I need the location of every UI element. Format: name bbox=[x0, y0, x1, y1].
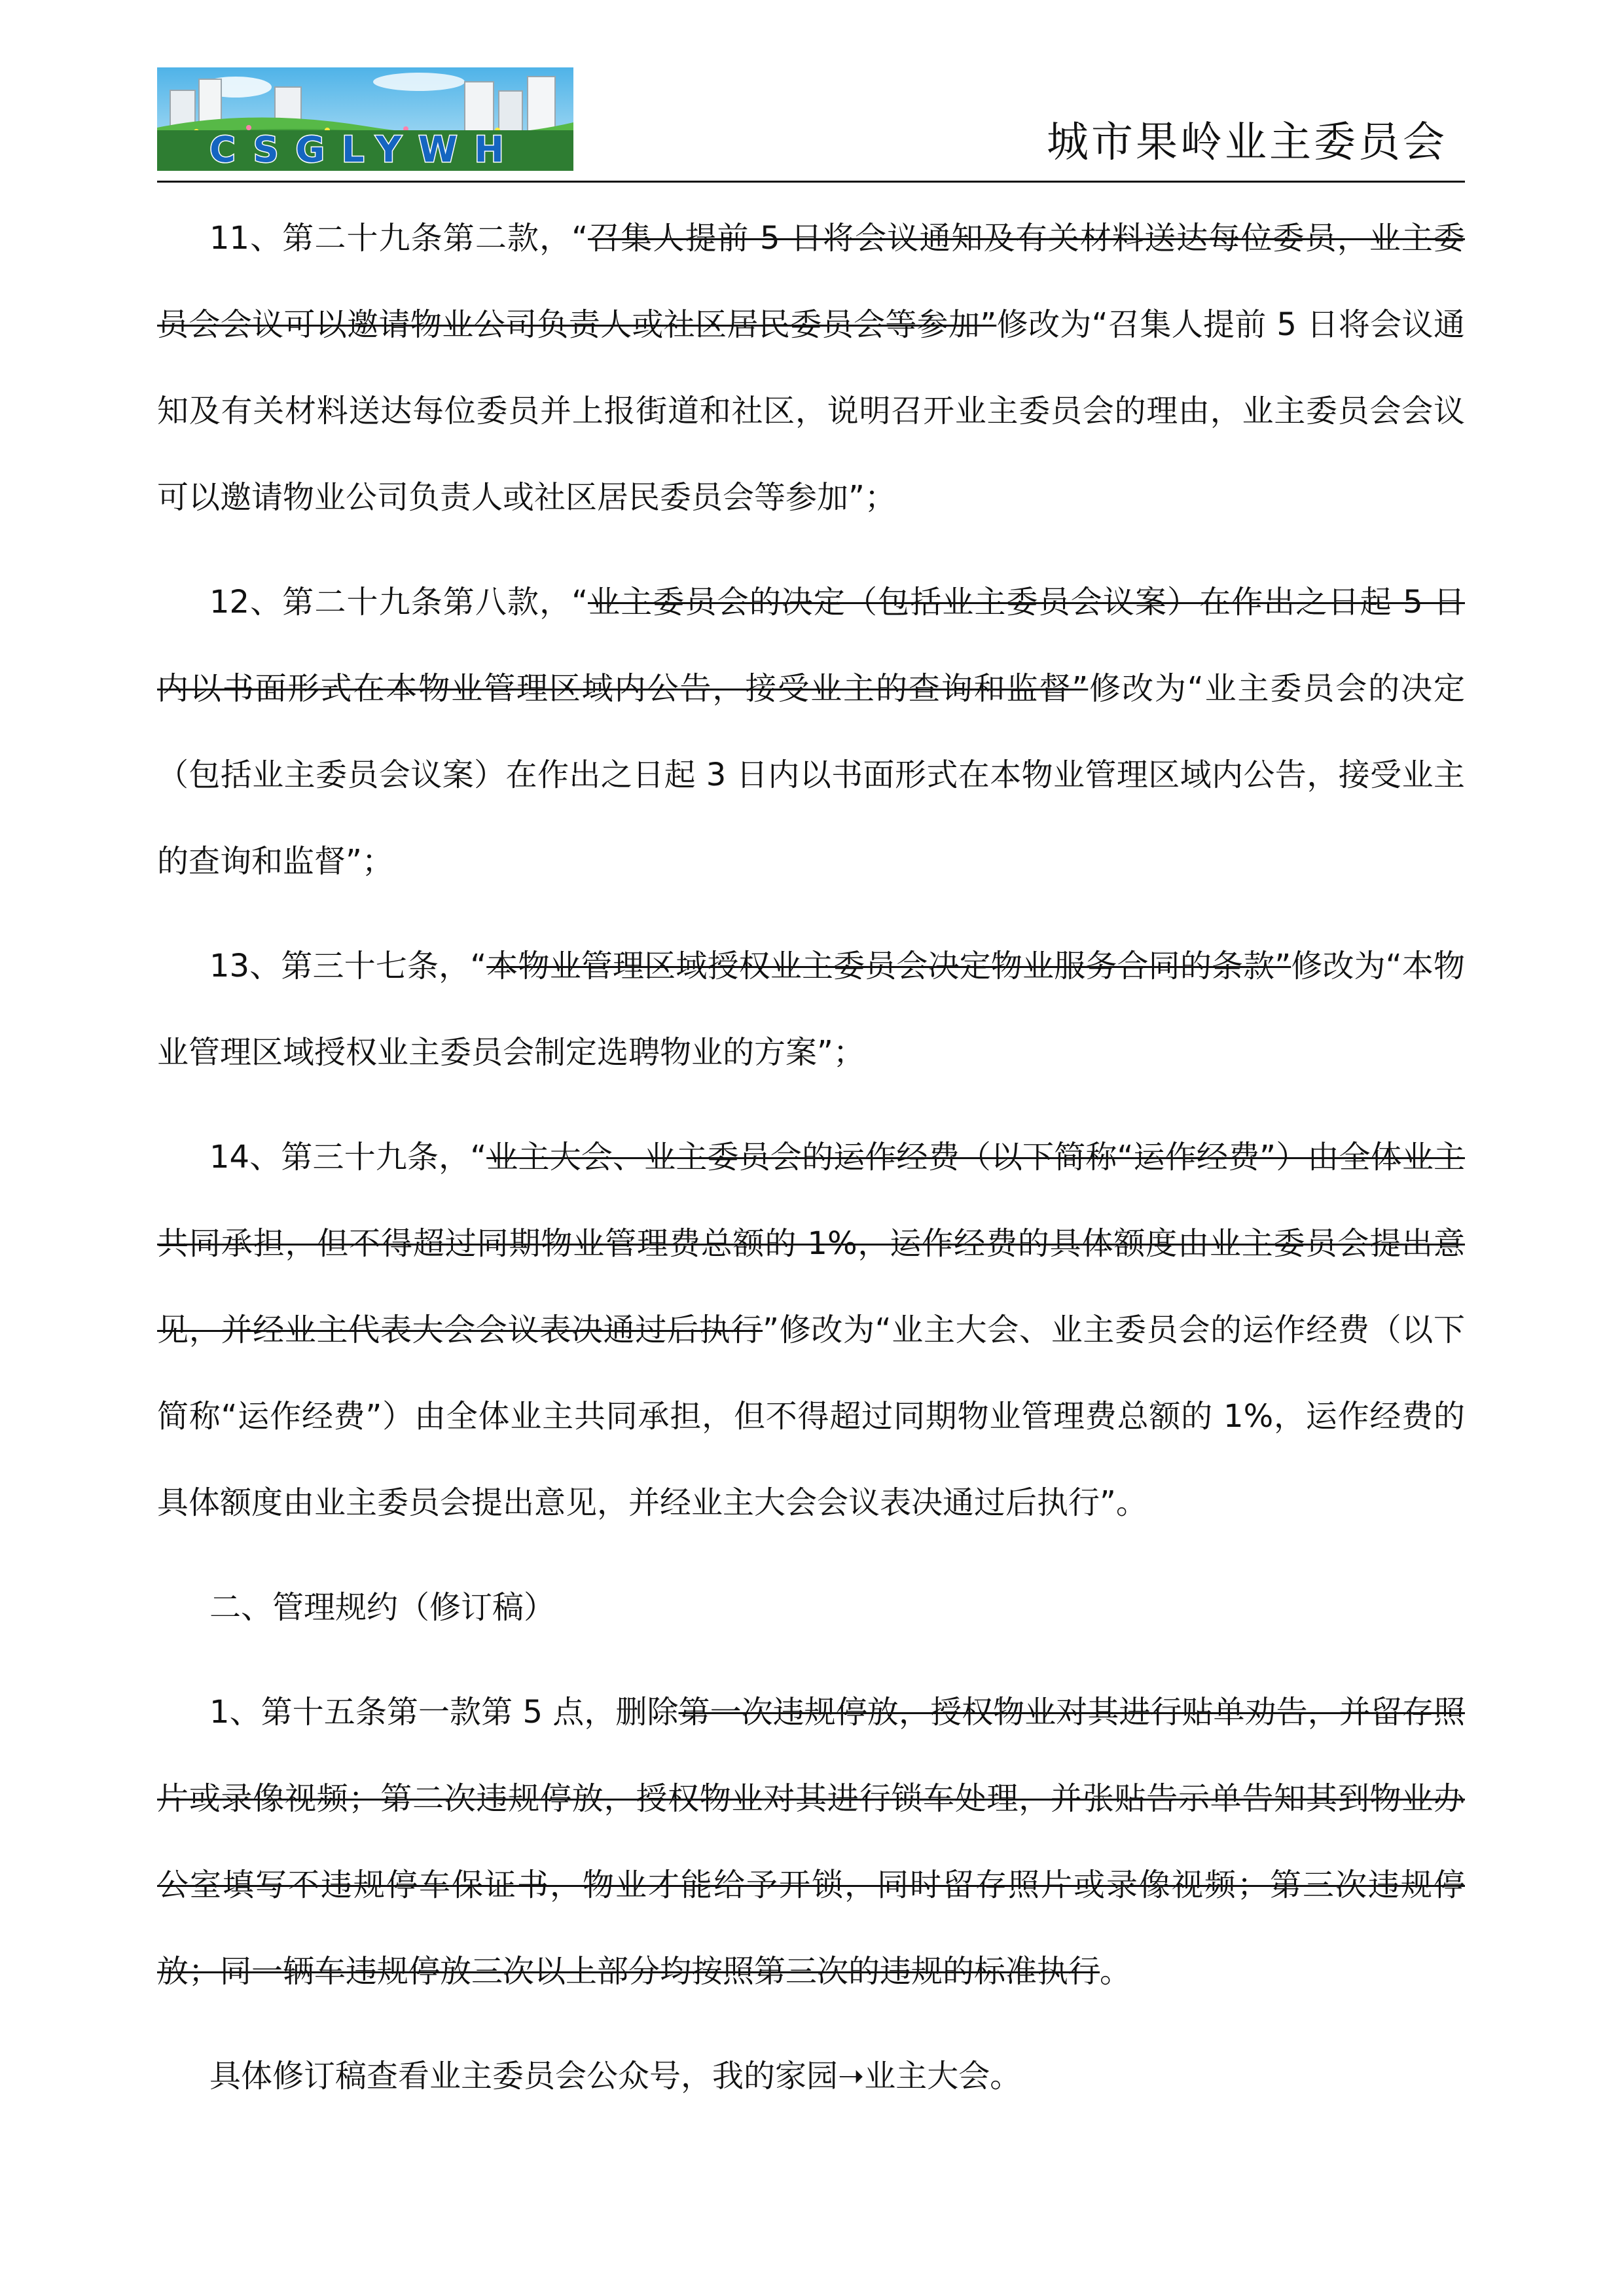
revised-text: 修改为“本物业管理区域授权业主委员会制定选聘物业的方案”； bbox=[157, 948, 1466, 1071]
logo-graphic bbox=[157, 67, 573, 171]
logo bbox=[157, 67, 573, 171]
revised-text: 修改为“召集人提前 5 日将会议通知及有关材料送达每位委员并上报街道和社区，说明召开业主委员会的理由，业主委员会会议可以邀请物业公司负责人或社区居民委员会等参加”； bbox=[157, 306, 1465, 516]
paragraph-lead: 14、第三十九条，“ bbox=[209, 1139, 487, 1175]
revised-text: 。 bbox=[1100, 1953, 1132, 1990]
deleted-text: 第一次违规停放，授权物业对其进行贴单劝告，并留存照片或录像视频；第二次违规停放，授权物业对其进行锁车处理，并张贴告示单告知其到物业办公室填写不违规停车保证书，物业才能给予开锁，同时留存照片或录像视频；第三次违规停放；同一辆车违规停放三次以上部分均按照第三次的违规的标准执行 bbox=[157, 1694, 1465, 1990]
section-heading-management-rules bbox=[157, 1564, 1465, 1651]
section-heading-text: 二、管理规约（修订稿） bbox=[209, 1589, 556, 1626]
paragraph-item-14 bbox=[157, 1114, 1465, 1546]
revised-text: 修改为“业主委员会的决定（包括业主委员会议案）在作出之日起 3 日内以书面形式在本物业管理区域内公告，接受业主的查询和监督”； bbox=[157, 670, 1465, 880]
deleted-text: 业主大会、业主委员会的运作经费（以下简称“运作经费”）由全体业主共同承担，但不得超过同期物业管理费总额的 1%，运作经费的具体额度由业主委员会提出意见，并经业主代表大会会议表决通过后执行 bbox=[157, 1139, 1465, 1348]
logo-text: CSGLYWH bbox=[209, 129, 521, 170]
closing-note-text: 具体修订稿查看业主委员会公众号，我的家园➝业主大会。 bbox=[209, 2058, 1022, 2094]
paragraph-lead: 11、第二十九条第二款，“ bbox=[209, 220, 588, 257]
revised-text: ”修改为“业主大会、业主委员会的运作经费（以下简称“运作经费”）由全体业主共同承担，但不得超过同期物业管理费总额的 1%，运作经费的具体额度由业主委员会提出意见，并经业主大会会议表决通过后执行”。 bbox=[157, 1312, 1465, 1521]
deleted-text: 业主委员会的决定（包括业主委员会议案）在作出之日起 5 日内以书面形式在本物业管理区域内公告，接受业主的查询和监督” bbox=[157, 584, 1465, 707]
document-body bbox=[157, 195, 1465, 2138]
header-divider bbox=[157, 181, 1465, 183]
paragraph-item-13 bbox=[157, 923, 1465, 1096]
paragraph-item-11 bbox=[157, 195, 1465, 541]
closing-note bbox=[157, 2033, 1465, 2119]
paragraph-lead: 1、第十五条第一款第 5 点，删除 bbox=[209, 1694, 679, 1731]
paragraph-lead: 13、第三十七条，“ bbox=[209, 948, 487, 984]
organization-name: 城市果岭业主委员会 bbox=[1047, 118, 1447, 167]
deleted-text: 本物业管理区域授权业主委员会决定物业服务合同的条款” bbox=[486, 948, 1291, 984]
paragraph-lead: 12、第二十九条第八款，“ bbox=[209, 584, 588, 620]
paragraph-rule-1 bbox=[157, 1669, 1465, 2015]
paragraph-item-12 bbox=[157, 559, 1465, 905]
deleted-text: 召集人提前 5 日将会议通知及有关材料送达每位委员，业主委员会会议可以邀请物业公司负责人或社区居民委员会等参加” bbox=[157, 220, 1465, 343]
